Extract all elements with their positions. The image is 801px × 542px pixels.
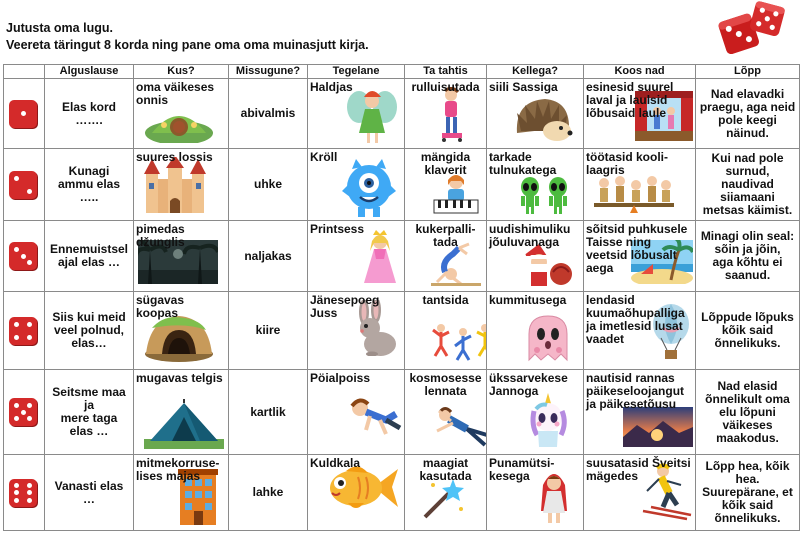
koos-text: nautisid rannas päikeseloojangut ja päikesetõusu — [586, 371, 685, 411]
alguslause-text: Vanasti elas … — [54, 478, 124, 506]
cell-kus — [134, 79, 229, 149]
tegelane-text: Haldjas — [310, 80, 353, 94]
cell-alguslause — [45, 149, 134, 221]
cell-kellega — [487, 79, 584, 149]
header-tahtis: Ta tahtis — [405, 65, 487, 79]
dancing-kids-icon — [431, 320, 487, 367]
cell-lopp — [696, 455, 800, 531]
cave-icon — [144, 314, 214, 365]
tegelane-text: Pöialpoiss — [310, 371, 371, 385]
lopp-text: Minagi olin seal: sõin ja jõin, aga kõhtu ei saanud. — [700, 229, 795, 282]
cell-missugune — [229, 455, 308, 531]
cell-tegelane — [308, 221, 405, 292]
cell-alguslause — [45, 455, 134, 531]
tahtis-text: maagiat kasutada — [419, 456, 472, 483]
koos-text: esinesid suurel laval ja laulsid lõbusaid laule — [586, 80, 674, 120]
header-koos: Koos nad — [584, 65, 696, 79]
tahtis-text: rulluisutada — [411, 80, 480, 94]
cell-koos — [584, 149, 696, 221]
tahtis-text: mängida klaverit — [420, 150, 471, 177]
tegelane-text: Kröll — [310, 150, 338, 164]
header-kus: Kus? — [134, 65, 229, 79]
cell-lopp — [696, 292, 800, 370]
die-face-3-icon — [9, 242, 37, 270]
cell-missugune — [229, 149, 308, 221]
dice-pair-icon — [716, 0, 788, 54]
story-table — [3, 64, 800, 531]
cell-koos — [584, 370, 696, 455]
sunset-icon — [623, 407, 693, 450]
missugune-text: abivalmis — [240, 106, 296, 120]
tent-icon — [144, 399, 224, 452]
cell-lopp — [696, 221, 800, 292]
missugune-text: kartlik — [250, 404, 286, 419]
magic-wand-icon — [421, 477, 465, 524]
lopp-text: Kui nad pole surnud, naudivad siiamaani metsas käimist. — [702, 151, 793, 217]
missugune-text: uhke — [253, 177, 282, 191]
cell-alguslause — [45, 221, 134, 292]
hobbit-house-icon — [144, 103, 214, 146]
cell-koos — [584, 221, 696, 292]
koos-text: töötasid kooli-laagris — [586, 150, 668, 177]
cell-tahtis — [405, 79, 487, 149]
tahtis-text: kukerpalli-tada — [415, 222, 476, 249]
table-row — [4, 292, 800, 370]
kus-text: suures lossis — [136, 150, 213, 164]
kellega-text: kummitusega — [489, 293, 567, 307]
alguslause-text: Siis kui meid veel polnud, elas… — [52, 310, 126, 350]
tahtis-text: tantsida — [422, 293, 469, 307]
table-row — [4, 221, 800, 292]
kellega-text: tarkade tulnukatega — [489, 150, 557, 177]
cell-tegelane — [308, 149, 405, 221]
blue-monster-icon — [338, 157, 400, 221]
cell-missugune — [229, 370, 308, 455]
die-face-4-icon — [9, 317, 37, 345]
header-lopp: Lõpp — [696, 65, 800, 79]
header-alguslause: Alguslause — [45, 65, 134, 79]
cell-kellega — [487, 292, 584, 370]
tegelane-text: Kuldkala — [310, 456, 361, 470]
lopp-text: Nad elasid õnnelikult oma elu lõpuni väikeses maakodus. — [705, 378, 790, 445]
kellega-text: uudishimuliku jõuluvanaga — [489, 222, 571, 249]
tegelane-text: Jänesepoeg Juss — [310, 293, 380, 320]
goldfish-icon — [324, 463, 400, 516]
cell-tahtis — [405, 149, 487, 221]
rollerskate-girl-icon — [431, 87, 471, 146]
cell-kus — [134, 149, 229, 221]
header-kellega: Kellega? — [487, 65, 584, 79]
cell-koos — [584, 455, 696, 531]
koos-text: lendasid kuumaõhupalliga ja imetlesid lusat vaadet — [586, 293, 685, 346]
die-cell — [4, 292, 45, 370]
table-row — [4, 455, 800, 531]
unicorn-icon — [523, 393, 573, 452]
alguslause-text: Elas kord ……. — [61, 99, 117, 127]
cell-tahtis — [405, 292, 487, 370]
cell-missugune — [229, 79, 308, 149]
kus-text: sügavas koopas — [136, 293, 185, 320]
kellega-text: siili Sassiga — [489, 80, 558, 94]
princess-icon — [360, 229, 400, 288]
cell-tegelane — [308, 292, 405, 370]
header-missugune: Missugune? — [229, 65, 308, 79]
header-row — [4, 65, 800, 79]
die-face-2-icon — [9, 171, 37, 199]
alguslause-text: Ennemuistsel ajal elas … — [49, 242, 129, 269]
cell-tahtis — [405, 370, 487, 455]
cell-lopp — [696, 149, 800, 221]
missugune-text: naljakas — [244, 248, 292, 263]
hedgehog-icon — [511, 93, 573, 146]
kus-text: oma väikeses onnis — [136, 80, 215, 107]
tegelane-text: Printsess — [310, 222, 365, 236]
cell-tegelane — [308, 370, 405, 455]
cell-tahtis — [405, 221, 487, 292]
somersault-icon — [431, 242, 481, 289]
header-die — [4, 65, 45, 79]
cell-missugune — [229, 292, 308, 370]
die-cell — [4, 221, 45, 292]
die-face-5-icon — [9, 398, 37, 426]
castle-icon — [144, 157, 206, 218]
cell-lopp — [696, 370, 800, 455]
cell-tahtis — [405, 455, 487, 531]
cell-kellega — [487, 221, 584, 292]
cell-kellega — [487, 455, 584, 531]
kus-text: pimedas džunglis — [136, 222, 185, 249]
lopp-text: Lõppude lõpuks kõik said õnnelikuks. — [701, 310, 794, 350]
header-tegelane: Tegelane — [308, 65, 405, 79]
cell-tegelane — [308, 455, 405, 531]
instruction-line-1: Jutusta oma lugu. — [6, 21, 113, 35]
instruction-line-2: Veereta täringut 8 korda ning pane oma oma muinasjutt kirja. — [6, 38, 369, 52]
lopp-text: Lõpp hea, kõik hea. Suurepärane, et kõik said õnnelikuks. — [702, 459, 793, 525]
kus-text: mugavas telgis — [136, 371, 223, 385]
fairy-icon — [345, 87, 400, 148]
cell-alguslause — [45, 370, 134, 455]
flying-kid-icon — [431, 405, 487, 452]
cell-alguslause — [45, 79, 134, 149]
kellega-text: ükssarvekese Jannoga — [489, 371, 568, 398]
cell-tegelane — [308, 79, 405, 149]
kus-text: mitmekorruse-lises majas — [136, 456, 220, 483]
alguslause-text: Kunagi ammu elas ….. — [57, 164, 121, 204]
cell-kus — [134, 292, 229, 370]
aliens-icon — [515, 175, 573, 218]
die-cell — [4, 370, 45, 455]
koos-text: sõitsid puhkusele Taisse ning veetsid lõbusalt aega — [586, 222, 688, 275]
alguslause-text: Seitsme maa ja mere taga elas … — [52, 385, 126, 438]
tahtis-text: kosmosesse lennata — [409, 371, 482, 398]
cell-kus — [134, 455, 229, 531]
cell-kellega — [487, 370, 584, 455]
kellega-text: Punamütsi-kesega — [489, 456, 555, 483]
cell-koos — [584, 79, 696, 149]
die-face-1-icon — [9, 100, 37, 128]
cell-kellega — [487, 149, 584, 221]
missugune-text: lahke — [252, 485, 284, 499]
cell-koos — [584, 292, 696, 370]
missugune-text: kiire — [255, 323, 281, 337]
table-row — [4, 370, 800, 455]
koos-text: suusatasid Šveitsi mägedes — [586, 456, 691, 483]
cell-lopp — [696, 79, 800, 149]
flying-boy-icon — [346, 394, 402, 445]
lopp-text: Nad elavadki praegu, aga neid pole keegi näinud. — [699, 86, 796, 140]
table-row — [4, 79, 800, 149]
die-face-6-icon — [9, 479, 37, 507]
table-row — [4, 149, 800, 221]
cell-kus — [134, 370, 229, 455]
instructions — [6, 20, 369, 54]
cell-kus — [134, 221, 229, 292]
die-cell — [4, 149, 45, 221]
cell-alguslause — [45, 292, 134, 370]
cell-missugune — [229, 221, 308, 292]
ghost-icon — [523, 314, 573, 367]
piano-girl-icon — [431, 173, 481, 218]
die-cell — [4, 455, 45, 531]
die-cell — [4, 79, 45, 149]
santa-icon — [517, 242, 573, 289]
